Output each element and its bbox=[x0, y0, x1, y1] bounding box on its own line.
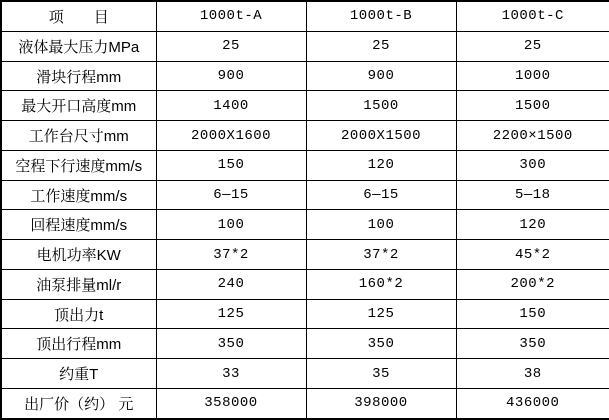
cell-value-b: 100 bbox=[306, 210, 456, 240]
header-model-b: 1000t-B bbox=[306, 1, 456, 31]
row-label: 工作台尺寸mm bbox=[1, 121, 156, 151]
cell-value-c: 2200×1500 bbox=[456, 121, 609, 151]
row-label: 约重T bbox=[1, 359, 156, 389]
row-label: 油泵排量ml/r bbox=[1, 269, 156, 299]
table-row bbox=[1, 91, 609, 121]
table-row bbox=[1, 31, 609, 61]
cell-value-b: 2000X1500 bbox=[306, 121, 456, 151]
cell-value-b: 35 bbox=[306, 359, 456, 389]
cell-value-b: 1500 bbox=[306, 91, 456, 121]
row-label: 最大开口高度mm bbox=[1, 91, 156, 121]
cell-value-a: 350 bbox=[156, 329, 306, 359]
cell-value-a: 2000X1600 bbox=[156, 121, 306, 151]
cell-value-c: 45*2 bbox=[456, 240, 609, 270]
cell-value-a: 358000 bbox=[156, 388, 306, 419]
header-row bbox=[1, 1, 609, 31]
row-label: 空程下行速度mm/s bbox=[1, 150, 156, 180]
cell-value-c: 1500 bbox=[456, 91, 609, 121]
cell-value-c: 150 bbox=[456, 299, 609, 329]
table-row bbox=[1, 61, 609, 91]
row-label: 出厂价（约） 元 bbox=[1, 388, 156, 419]
cell-value-b: 125 bbox=[306, 299, 456, 329]
cell-value-c: 25 bbox=[456, 31, 609, 61]
header-model-c: 1000t-C bbox=[456, 1, 609, 31]
table-row bbox=[1, 359, 609, 389]
cell-value-a: 100 bbox=[156, 210, 306, 240]
cell-value-c: 436000 bbox=[456, 388, 609, 419]
row-label: 液体最大压力MPa bbox=[1, 31, 156, 61]
cell-value-c: 200*2 bbox=[456, 269, 609, 299]
cell-value-a: 25 bbox=[156, 31, 306, 61]
cell-value-c: 5—18 bbox=[456, 180, 609, 210]
cell-value-c: 350 bbox=[456, 329, 609, 359]
row-label: 顶出行程mm bbox=[1, 329, 156, 359]
cell-value-a: 37*2 bbox=[156, 240, 306, 270]
cell-value-b: 120 bbox=[306, 150, 456, 180]
cell-value-c: 38 bbox=[456, 359, 609, 389]
row-label: 回程速度mm/s bbox=[1, 210, 156, 240]
cell-value-b: 350 bbox=[306, 329, 456, 359]
cell-value-b: 6—15 bbox=[306, 180, 456, 210]
cell-value-c: 120 bbox=[456, 210, 609, 240]
table-row bbox=[1, 240, 609, 270]
cell-value-b: 37*2 bbox=[306, 240, 456, 270]
cell-value-b: 900 bbox=[306, 61, 456, 91]
table-row bbox=[1, 121, 609, 151]
table-row bbox=[1, 269, 609, 299]
cell-value-b: 25 bbox=[306, 31, 456, 61]
cell-value-c: 300 bbox=[456, 150, 609, 180]
cell-value-a: 1400 bbox=[156, 91, 306, 121]
header-model-a: 1000t-A bbox=[156, 1, 306, 31]
table-row bbox=[1, 329, 609, 359]
cell-value-b: 160*2 bbox=[306, 269, 456, 299]
row-label: 电机功率KW bbox=[1, 240, 156, 270]
cell-value-c: 1000 bbox=[456, 61, 609, 91]
table-row bbox=[1, 150, 609, 180]
cell-value-a: 240 bbox=[156, 269, 306, 299]
cell-value-a: 150 bbox=[156, 150, 306, 180]
cell-value-a: 900 bbox=[156, 61, 306, 91]
cell-value-a: 125 bbox=[156, 299, 306, 329]
cell-value-b: 398000 bbox=[306, 388, 456, 419]
cell-value-a: 6—15 bbox=[156, 180, 306, 210]
table-row bbox=[1, 388, 609, 419]
cell-value-a: 33 bbox=[156, 359, 306, 389]
row-label: 滑块行程mm bbox=[1, 61, 156, 91]
row-label: 工作速度mm/s bbox=[1, 180, 156, 210]
row-label: 顶出力t bbox=[1, 299, 156, 329]
table-row bbox=[1, 180, 609, 210]
table-row bbox=[1, 210, 609, 240]
header-item-cell: 项 目 bbox=[1, 1, 156, 31]
table-row bbox=[1, 299, 609, 329]
